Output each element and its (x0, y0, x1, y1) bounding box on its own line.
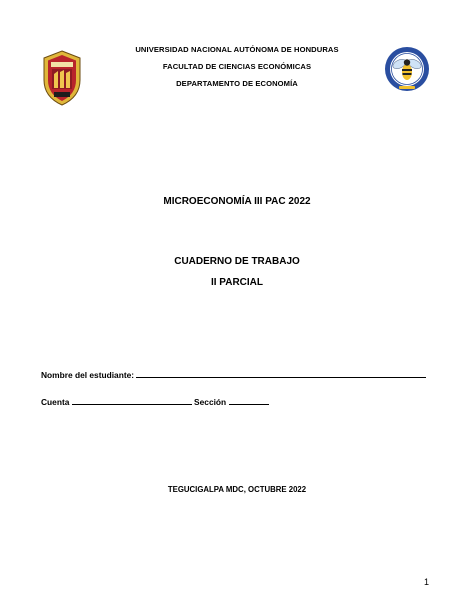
department-name: DEPARTAMENTO DE ECONOMÍA (176, 79, 298, 88)
section-label: Sección (194, 397, 227, 407)
student-name-label: Nombre del estudiante: (41, 370, 135, 380)
course-title: MICROECONOMÍA III PAC 2022 (163, 196, 311, 207)
account-line (72, 396, 192, 405)
account-section-field (41, 396, 269, 407)
workbook-title: CUADERNO DE TRABAJO (174, 256, 300, 267)
unah-crest-icon (42, 50, 82, 106)
page-number: 1 (424, 577, 430, 587)
section-line (229, 396, 269, 405)
student-name-field (41, 369, 426, 380)
student-name-line (136, 369, 426, 378)
account-label: Cuenta (41, 397, 70, 407)
university-name: UNIVERSIDAD NACIONAL AUTÓNOMA DE HONDURAS (135, 45, 339, 54)
bee-seal-icon (384, 46, 430, 92)
faculty-name: FACULTAD DE CIENCIAS ECONÓMICAS (162, 62, 312, 71)
place-date: TEGUCIGALPA MDC, OCTUBRE 2022 (167, 485, 307, 494)
partial-title: II PARCIAL (210, 277, 264, 288)
